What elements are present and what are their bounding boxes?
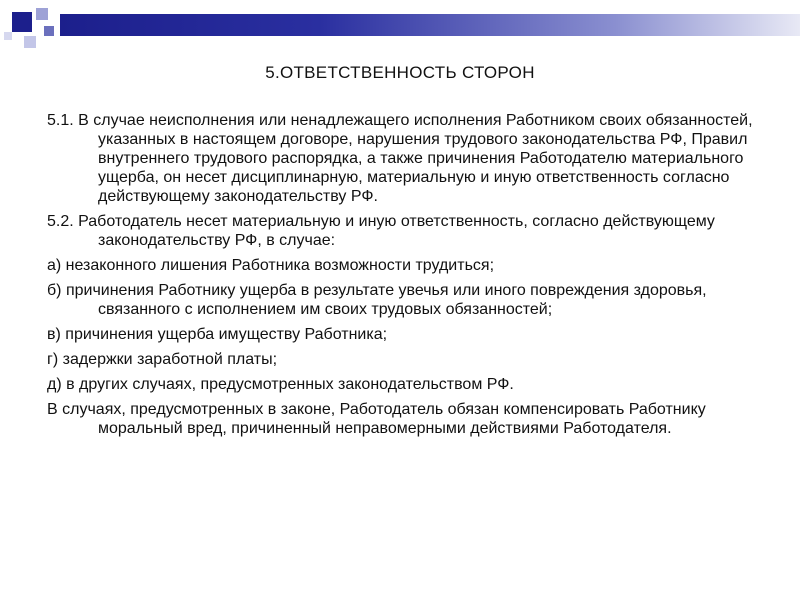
closing-paragraph: В случаях, предусмотренных в законе, Работодатель обязан компенсировать Работнику моральный вред, причиненный неправомерными действиями Работодателя.: [47, 401, 706, 437]
header-decoration: [0, 0, 800, 52]
list-item-v: в) причинения ущерба имуществу Работника;: [47, 326, 388, 343]
decor-square-large: [12, 12, 32, 32]
slide-body: [47, 111, 762, 438]
paragraph-5-1: 5.1. В случае неисполнения или ненадлежащего исполнения Работником своих обязанностей, указанных в настоящем договоре, нарушения трудового законодательства РФ, Правил внутреннего трудового распорядка, а также причинения Работодателю материального ущерба, он несет дисциплинарную, материальную и иную ответственность согласно действующему законодательству РФ.: [47, 112, 753, 205]
list-item-d: д) в других случаях, предусмотренных законодательством РФ.: [47, 376, 514, 393]
list-item-a: а) незаконного лишения Работника возможности трудиться;: [47, 257, 495, 274]
decor-square-small: [4, 32, 12, 40]
list-item-g: г) задержки заработной платы;: [47, 351, 278, 368]
paragraph-5-2: 5.2. Работодатель несет материальную и иную ответственность, согласно действующему законодательству РФ, в случае:: [47, 213, 715, 249]
decor-square-small: [24, 36, 36, 48]
list-item-b: б) причинения Работнику ущерба в результате увечья или иного повреждения здоровья, связанного с исполнением им своих трудовых обязанностей;: [47, 282, 707, 318]
slide-title: 5.ОТВЕТСТВЕННОСТЬ СТОРОН: [265, 63, 535, 82]
header-gradient-bar: [60, 14, 800, 36]
decor-square-small: [44, 26, 54, 36]
decor-square-small: [36, 8, 48, 20]
